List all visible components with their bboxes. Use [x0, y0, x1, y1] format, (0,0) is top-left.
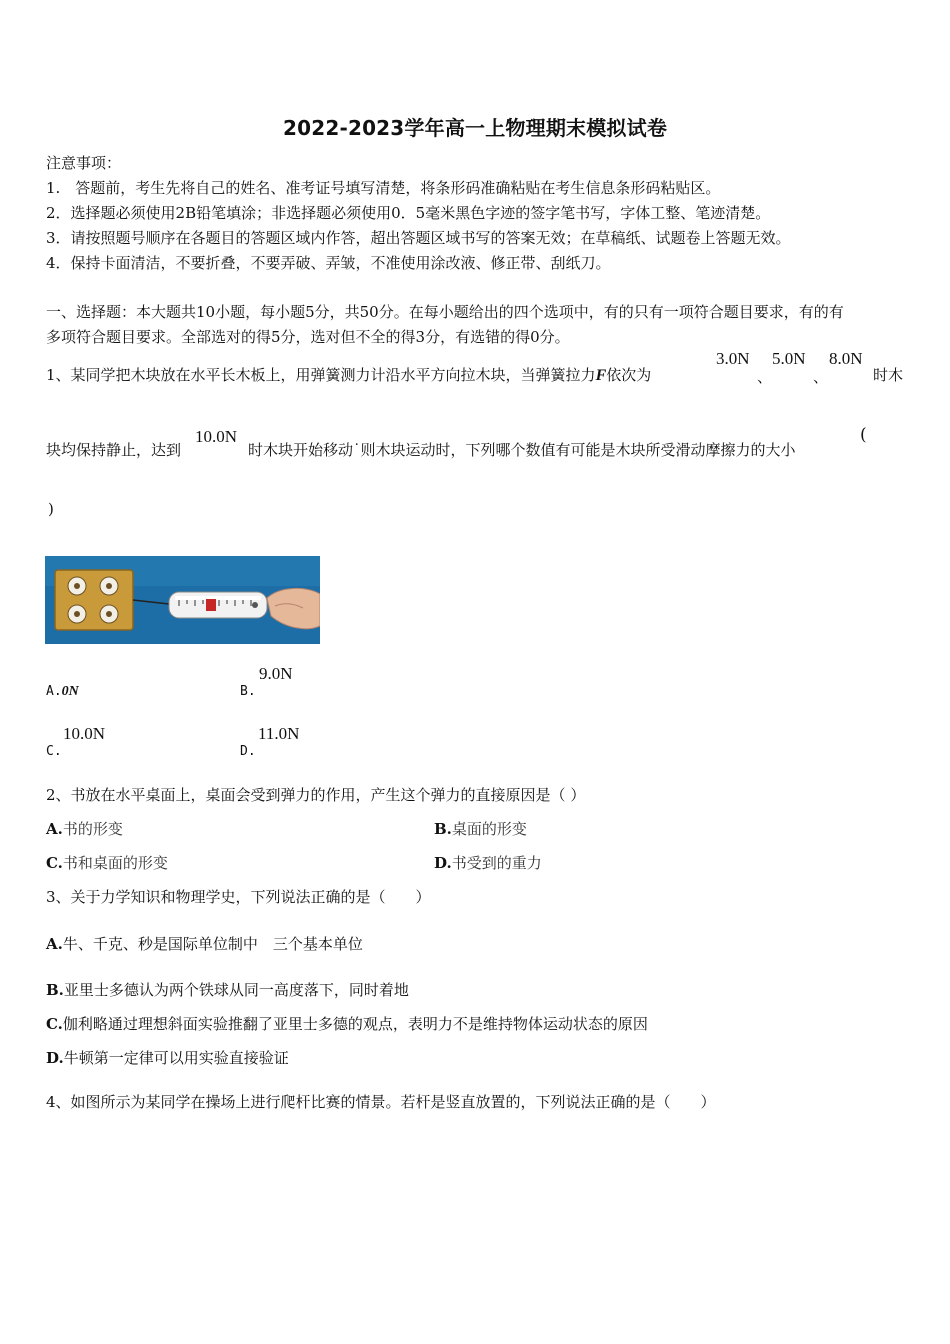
q3-option-d-text: 牛顿第一定律可以用实验直接验证: [63, 1049, 289, 1067]
q1-option-a-value: 0N: [61, 684, 79, 699]
q3-option-d-letter: D.: [46, 1049, 64, 1067]
q1-value-1-text: 3.0N: [716, 349, 750, 368]
q1-sep-2: 、: [813, 368, 829, 386]
q3-option-b-letter: B.: [46, 981, 64, 999]
notice-item: 2．选择题必须使用2B铅笔填涂；非选择题必须使用0．5毫米黑色字迹的签字笔书写，字体工整、笔迹清楚。: [46, 204, 771, 222]
q1-text-e: 时木块开始移动˙则木块运动时，下列哪个数值有可能是木块所受滑动摩擦力的大小: [248, 441, 796, 459]
q1-var-f: F: [595, 367, 607, 384]
q2-option-b-text: 桌面的形变: [451, 820, 527, 838]
q1-option-a-letter: A.: [46, 684, 62, 699]
q1-text-b: 依次为: [606, 366, 652, 384]
q1-value-3: [829, 349, 863, 369]
notice-item: 4．保持卡面清洁，不要折叠，不要弄破、弄皱，不准使用涂改液、修正带、刮纸刀。: [46, 254, 611, 272]
q1-option-b[interactable]: [240, 680, 256, 699]
q2-option-d-text: 书受到的重力: [451, 854, 542, 872]
q2-option-a[interactable]: [46, 818, 123, 839]
q3-option-c-letter: C.: [46, 1015, 63, 1033]
q1-value-2-text: 5.0N: [772, 349, 806, 368]
q1-text-a: 1、某同学把木块放在水平长木板上，用弹簧测力计沿水平方向拉木块，当弹簧拉力: [46, 366, 596, 384]
q2-option-d-letter: D.: [434, 854, 452, 872]
q3-option-d[interactable]: [46, 1047, 289, 1068]
q1-value-2: [772, 349, 806, 369]
q1-paren-open: (: [860, 425, 867, 445]
q1-option-b-letter: B.: [240, 684, 256, 699]
q2-option-a-letter: A.: [46, 820, 63, 838]
spring-scale-figure: [45, 556, 320, 644]
q1-option-d[interactable]: [240, 740, 256, 759]
spring-scale-image: [45, 556, 320, 644]
q2-option-b[interactable]: [434, 818, 527, 839]
q3-option-b-text: 亚里士多德认为两个铁球从同一高度落下，同时着地: [63, 981, 409, 999]
notice-item: 1. 答题前，考生先将自己的姓名、准考证号填写清楚，将条形码准确粘贴在考生信息条形码粘贴区。: [46, 179, 721, 197]
page-title: 2022-2023学年高一上物理期末模拟试卷: [282, 116, 668, 140]
q1-value-3-text: 8.0N: [829, 349, 863, 368]
q1-text-d: 块均保持静止，达到: [46, 441, 182, 459]
q1-text-c: 时木: [873, 366, 904, 384]
q1-option-b-value: 9.0N: [259, 664, 293, 683]
q1-paren-close: ): [48, 500, 54, 518]
q2-option-c-letter: C.: [46, 854, 63, 872]
q3-text: 3、关于力学知识和物理学史，下列说法正确的是（ ）: [46, 888, 431, 906]
q3-option-c-text: 伽利略通过理想斜面实验推翻了亚里士多德的观点，表明力不是维持物体运动状态的原因: [62, 1015, 648, 1033]
q4-text: 4、如图所示为某同学在操场上进行爬杆比赛的情景。若杆是竖直放置的，下列说法正确的是（ ）: [46, 1093, 716, 1111]
q2-option-d[interactable]: [434, 852, 542, 873]
q1-value-4: 10.0N: [195, 427, 238, 446]
q1-option-c-value: 10.0N: [63, 724, 106, 743]
notice-item: 3．请按照题号顺序在各题目的答题区域内作答，超出答题区域书写的答案无效；在草稿纸、试题卷上答题无效。: [46, 229, 791, 247]
q1-text-part1: [46, 364, 651, 385]
q2-option-c[interactable]: [46, 852, 168, 873]
q2-option-b-letter: B.: [434, 820, 452, 838]
q1-option-d-letter: D.: [240, 744, 256, 759]
q1-option-c-letter: C.: [46, 744, 62, 759]
q3-option-a-letter: A.: [46, 935, 63, 953]
q3-option-a[interactable]: [46, 933, 363, 954]
q3-option-c[interactable]: [46, 1013, 648, 1034]
q2-option-a-text: 书的形变: [62, 820, 123, 838]
q1-value-1: [716, 349, 750, 369]
q1-option-a[interactable]: [46, 680, 79, 700]
notice-heading: 注意事项：: [46, 154, 122, 172]
q2-option-c-text: 书和桌面的形变: [62, 854, 168, 872]
section-instructions-line1: 一、选择题：本大题共10小题，每小题5分，共50分。在每小题给出的四个选项中，有的只有一项符合题目要求，有的有: [46, 303, 844, 321]
section-instructions-line2: 多项符合题目要求。全部选对的得5分，选对但不全的得3分，有选错的得0分。: [46, 328, 570, 346]
q1-option-c[interactable]: [46, 740, 62, 759]
q3-option-b[interactable]: [46, 979, 409, 1000]
q1-sep-1: 、: [757, 368, 773, 386]
q3-option-a-text: 牛、千克、秒是国际单位制中 三个基本单位: [62, 935, 363, 953]
q1-option-d-value: 11.0N: [258, 724, 300, 743]
wooden-block: [55, 570, 133, 630]
q2-text: 2、书放在水平桌面上，桌面会受到弹力的作用，产生这个弹力的直接原因是（ ）: [46, 786, 586, 804]
